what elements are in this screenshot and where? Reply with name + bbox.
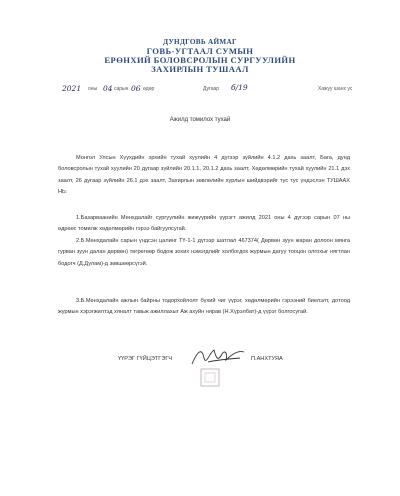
year-label: оны (88, 86, 98, 92)
preamble-paragraph: Монгол Улсын Хүүхдийн эрхийн тухай хуулийн 4 дүгээр зүйлийн 4.1.2 дахь заалт, Бага, дунд боловсролын тухай хуулийн 20 дугаар зүйлийн 20.1.1, 20.1.2 дахь заалт, Хөдөлмөрийн тухай хуулийн 21.1 дэх заалт, 26 дугаар зүйлийн 26.1 дэх заалт, Захирлын зөвлөлийн хурлын шийдвэрийг тус тус үндэслэн ТУШААХ НЬ: (58, 155, 350, 196)
order-number: б/19 (231, 83, 248, 92)
number-label: Дугаар (203, 86, 220, 92)
school-title: ЕРӨНХИЙ БОЛОВСРОЛЫН СУРГУУЛИЙН (104, 55, 296, 65)
signer-name: П.АНХТУЯА (251, 356, 283, 362)
order-month: 04 (103, 84, 113, 93)
stamp-mark (198, 366, 224, 390)
clause-1: 1.Базарваанийн Мөнхдалайг сургуулийн жижүүрийн үүрэгт ажилд 2021 оны 4 дүгээр сарын 07 ны өдрөөс томилж хөдөлмөрийн гэрээ байгуулсугай. (58, 215, 350, 233)
clause-3: 3.Б.Мөнхдалайн ажлын байрны тодорхойлолт бүхий чиг үүрэг, хөдөлмөрийн гэрээний биелэлт, дотоод журмын хэрэгжилтэд хяналт тавьж ажиллахыг Аж ахуйн нярав (Н.Хүрэлбат)-д үүрэг болгосугай. (58, 298, 350, 316)
aimag-title: ДУНДГОВЬ АЙМАГ (163, 38, 237, 46)
order-place: Хажуу шанх ус (318, 86, 353, 92)
day-label: өдөр (143, 86, 155, 92)
order-year: 2021 (62, 84, 82, 93)
order-day: 06 (131, 84, 141, 93)
order-title: ЗАХИРЛЫН ТУШААЛ (151, 64, 249, 74)
clause-2: 2.Б.Мөнхдалайн сарын үндсэн цалинг ТҮ-1-1 дүгээр шатлал 467374( Дөрвөн зуун жаран долоон мянга гурван зуун далан дөрвөн) төгрөгөөр бодож зохих нэмэгдлийг холбогдох журмын дагуу тооцон олгохыг нягтлан бодогч (Д.Дулам)-д зөвшөөрсүгэй. (58, 238, 350, 267)
month-label: сарын (114, 86, 129, 92)
sum-title: ГОВЬ-УГТААЛ СУМЫН (146, 46, 254, 56)
signer-title: ҮҮРЭГ ГҮЙЦЭТГЭГЧ (118, 356, 173, 362)
order-subject: Ажилд томилох тухай (169, 117, 231, 123)
